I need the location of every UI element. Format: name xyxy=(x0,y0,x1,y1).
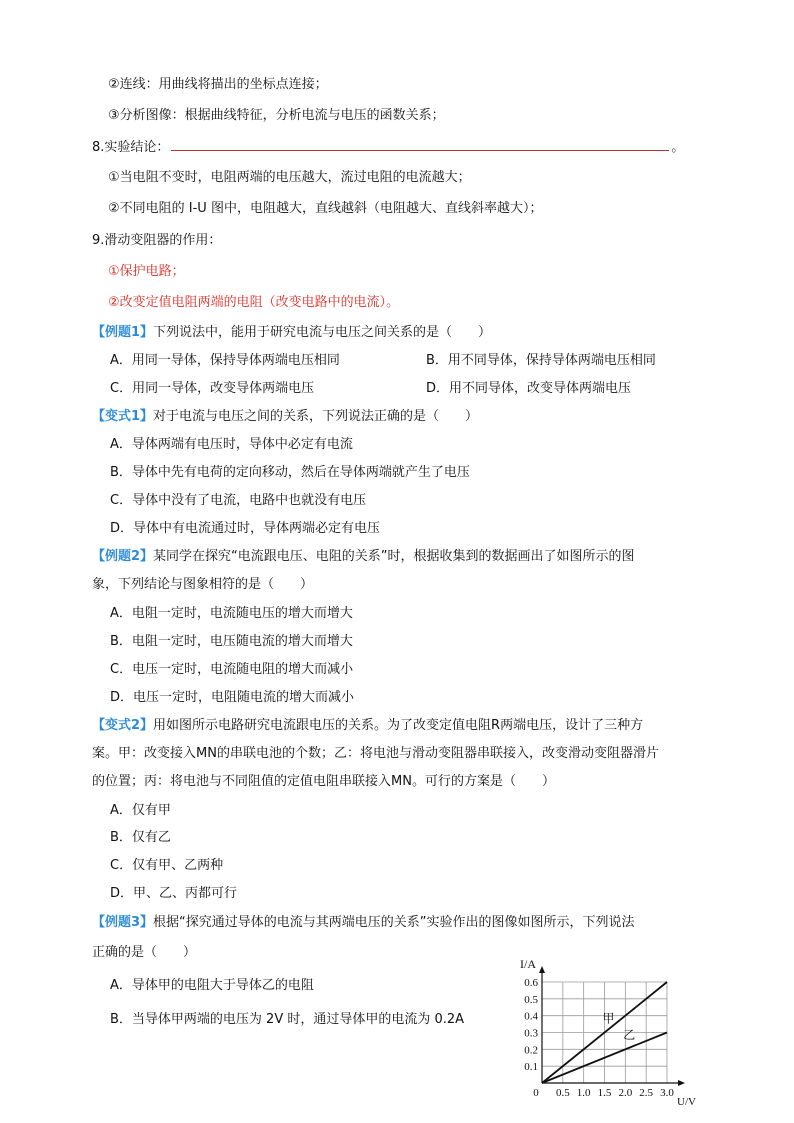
option-d[interactable]: D．甲、乙、丙都可行 xyxy=(110,886,238,901)
iu-graph xyxy=(510,955,700,1105)
conclusion-1: ①当电阻不变时，电阻两端的电压越大，流过电阻的电流越大； xyxy=(108,170,471,185)
y-axis-arrow-icon xyxy=(539,966,545,973)
question-stem-cont: 象，下列结论与图象相符的是（ ） xyxy=(92,577,314,592)
x-tick-label: 1.0 xyxy=(576,1087,591,1099)
conclusion-blank[interactable] xyxy=(171,138,669,151)
y-axis-label: I/A xyxy=(520,957,536,971)
option-b[interactable]: B．用不同导体，保持导体两端电压相同 xyxy=(426,353,656,368)
question-stem-cont: 案。甲：改变接入MN的串联电池的个数；乙：将电池与滑动变阻器串联接入，改变滑动变阻器滑片 xyxy=(92,746,659,761)
x-tick-label: 1.5 xyxy=(597,1087,612,1099)
y-tick-label: 0.4 xyxy=(524,1010,538,1023)
option-b[interactable]: B．仅有乙 xyxy=(110,830,171,845)
option-a[interactable]: A．仅有甲 xyxy=(110,803,171,818)
option-c[interactable]: C．用同一导体，改变导体两端电压 xyxy=(110,381,315,396)
option-d[interactable]: D．导体中有电流通过时，导体两端必定有电压 xyxy=(110,521,381,536)
series-label: 乙 xyxy=(623,1028,636,1043)
x-tick-label: 0 xyxy=(533,1087,539,1099)
question-tag: 【例题1】 xyxy=(92,325,154,340)
y-tick-label: 0.2 xyxy=(524,1044,538,1057)
option-c[interactable]: C．仅有甲、乙两种 xyxy=(110,858,224,873)
question-stem: 下列说法中，能用于研究电流与电压之间关系的是（ ） xyxy=(153,325,492,340)
option-b[interactable]: B．当导体甲两端的电压为 2V 时，通过导体甲的电流为 0.2A xyxy=(110,1012,465,1027)
rheostat-role-1: ①保护电路； xyxy=(108,264,185,279)
question-stem: 对于电流与电压之间的关系，下列说法正确的是（ ） xyxy=(153,409,479,424)
conclusion-line xyxy=(92,138,684,157)
x-tick-label: 2.5 xyxy=(639,1087,654,1099)
option-b[interactable]: B．电阻一定时，电压随电流的增大而增大 xyxy=(110,634,353,649)
question-stem: 用如图所示电路研究电流跟电压的关系。为了改变定值电阻R两端电压，设计了三种方 xyxy=(153,718,644,733)
series-label: 甲 xyxy=(602,1011,615,1026)
question-variant-1 xyxy=(92,408,478,426)
question-stem-cont: 的位置；丙：将电池与不同阻值的定值电阻串联接入MN。可行的方案是（ ） xyxy=(92,774,555,789)
x-axis-arrow-icon xyxy=(678,1080,685,1086)
x-tick-label: 0.5 xyxy=(555,1087,570,1099)
x-axis-label: U/V xyxy=(677,1096,696,1105)
option-c[interactable]: C．电压一定时，电流随电阻的增大而减小 xyxy=(110,662,354,677)
option-b[interactable]: B．导体中先有电荷的定向移动，然后在导体两端就产生了电压 xyxy=(110,465,470,480)
option-d[interactable]: D．电压一定时，电阻随电流的增大而减小 xyxy=(110,690,355,705)
question-stem-cont: 正确的是（ ） xyxy=(92,945,197,960)
option-a[interactable]: A．电阻一定时，电流随电压的增大而增大 xyxy=(110,606,353,621)
option-a[interactable]: A．导体两端有电压时，导体中必定有电流 xyxy=(110,437,353,452)
question-tag: 【变式1】 xyxy=(92,409,154,424)
conclusion-2: ②不同电阻的 I-U 图中，电阻越大，直线越斜（电阻越大、直线斜率越大）； xyxy=(108,201,543,216)
step-connect-line: ②连线：用曲线将描出的坐标点连接； xyxy=(108,77,328,92)
question-example-2 xyxy=(92,548,635,566)
y-tick-label: 0.1 xyxy=(524,1061,538,1074)
option-a[interactable]: A．用同一导体，保持导体两端电压相同 xyxy=(110,353,340,368)
question-tag: 【例题3】 xyxy=(92,915,154,930)
y-tick-label: 0.5 xyxy=(524,993,538,1006)
y-tick-label: 0.3 xyxy=(524,1027,538,1040)
y-tick-label: 0.6 xyxy=(524,977,538,989)
question-variant-2 xyxy=(92,717,643,735)
rheostat-role-heading: 9.滑动变阻器的作用： xyxy=(92,233,222,248)
rheostat-role-2: ②改变定值电阻两端的电阻（改变电路中的电流）。 xyxy=(108,295,400,310)
x-tick-label: 2.0 xyxy=(618,1087,633,1099)
conclusion-end: 。 xyxy=(671,140,685,155)
question-example-1 xyxy=(92,324,491,342)
option-d[interactable]: D．用不同导体，改变导体两端电压 xyxy=(426,381,632,396)
question-tag: 【例题2】 xyxy=(92,549,154,564)
question-tag: 【变式2】 xyxy=(92,718,154,733)
step-analyze-graph: ③分析图像：根据曲线特征，分析电流与电压的函数关系； xyxy=(108,108,445,123)
question-example-3 xyxy=(92,914,635,932)
option-c[interactable]: C．导体中没有了电流，电路中也就没有电压 xyxy=(110,493,367,508)
x-tick-label: 3.0 xyxy=(660,1087,674,1099)
option-a[interactable]: A．导体甲的电阻大于导体乙的电阻 xyxy=(110,978,314,993)
question-stem: 根据“探究通过导体的电流与其两端电压的关系”实验作出的图像如图所示，下列说法 xyxy=(153,915,635,930)
conclusion-label: 8.实验结论： xyxy=(92,140,170,155)
question-stem: 某同学在探究“电流跟电压、电阻的关系”时，根据收集到的数据画出了如图所示的图 xyxy=(153,549,635,564)
